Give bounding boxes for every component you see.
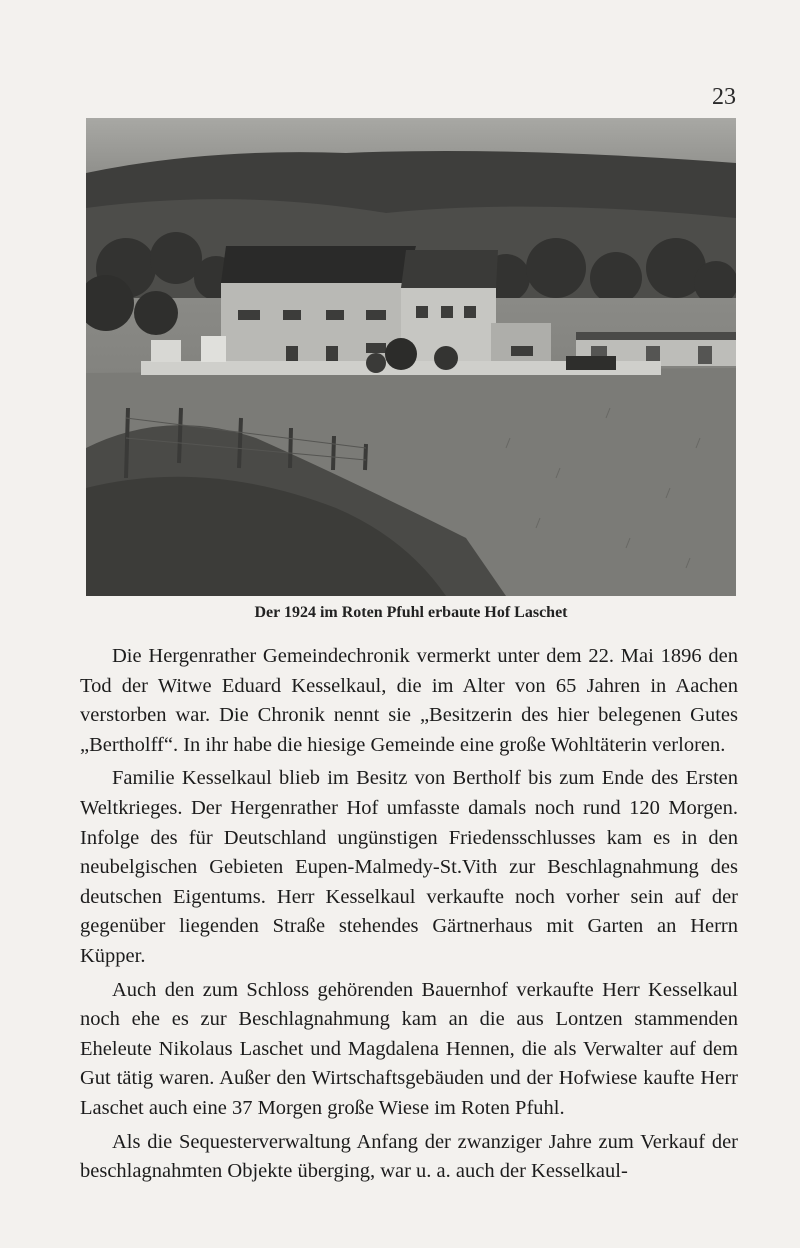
figure-caption: Der 1924 im Roten Pfuhl erbaute Hof Laschet xyxy=(254,604,568,621)
paragraph-4: Als die Sequesterverwaltung Anfang der zwanziger Jahre zum Verkauf der beschlagnahmten Objekte überging, war u. a. auch der Kesselkaul- xyxy=(80,1130,738,1183)
paragraph-3: Auch den zum Schloss gehörenden Bauernhof verkaufte Herr Kesselkaul noch ehe es zur Beschlagnahmung kam an die aus Lontzen stammenden Eheleute Nikolaus Laschet und Magdalena Hennen, die als Verwalter auf dem Gut tätig waren. Außer den Wirtschaftsgebäuden und der Hofwiese kaufte Herr Laschet auch eine 37 Morgen große Wiese im Roten Pfuhl. xyxy=(80,978,738,1119)
paragraph-2: Familie Kesselkaul blieb im Besitz von Bertholf bis zum Ende des Ersten Weltkrieges. Der Hergenrather Hof umfasste damals noch rund 120 Morgen. Infolge des für Deutschland ungünstigen Friedensschlusses kam es in den neubelgischen Gebieten Eupen-Malmedy-St.Vith zur Beschlagnahmung des deutschen Eigentums. Herr Kesselkaul verkaufte noch vorher sein auf der gegenüber liegenden Straße stehendes Gärtnerhaus mit Garten an Herrn Küpper. xyxy=(80,767,738,967)
paragraph-1: Die Hergenrather Gemeindechronik vermerkt unter dem 22. Mai 1896 den Tod der Witwe Eduard Kesselkaul, die im Alter von 65 Jahren in Aachen verstorben war. Die Chronik nennt sie „Besitzerin des hier belegenen Gutes „Bertholff“. In ihr habe die hiesige Gemeinde eine große Wohltäterin verloren. xyxy=(80,645,738,756)
page-number: 23 xyxy=(712,84,736,110)
body-text xyxy=(80,642,738,1191)
farmhouse-photo-illustration xyxy=(86,118,736,596)
farmhouse-photo xyxy=(86,118,736,596)
